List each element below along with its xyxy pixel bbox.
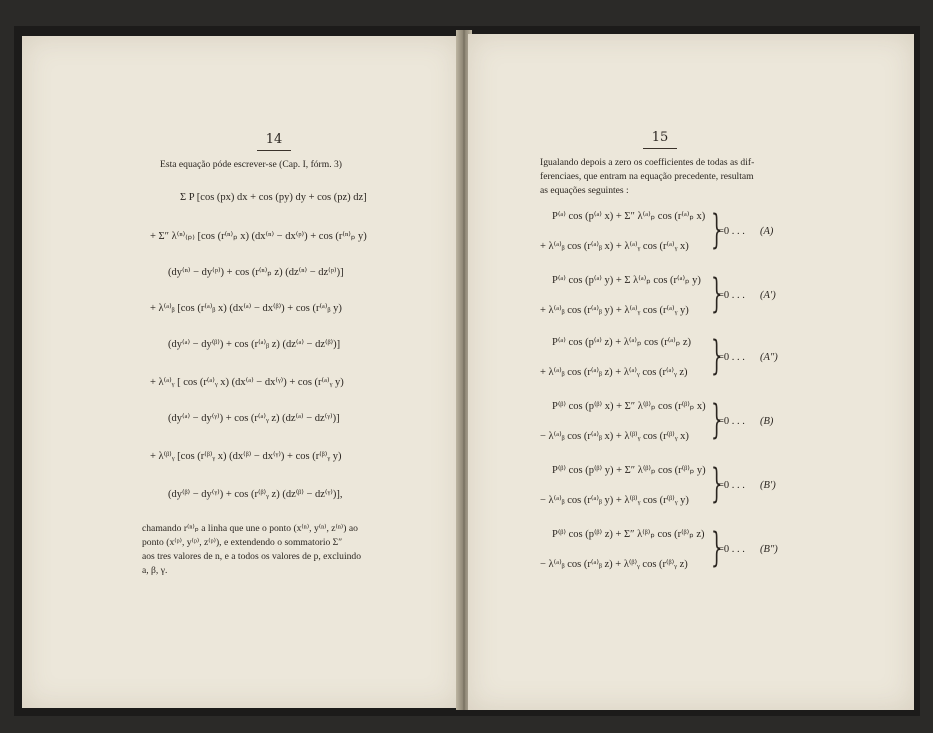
equation-label: (A) [760,226,774,237]
equation-result: =0 . . . [718,544,745,555]
equation-line: Σ P [cos (px) dx + cos (py) dy + cos (pz) dz] [180,192,367,203]
equation-label: (B″) [760,544,778,555]
closing-line: a, β, γ. [142,565,168,576]
equation-line: P⁽ᵝ⁾ cos (p⁽ᵝ⁾ x) + Σ″ λ⁽ᵝ⁾ₚ cos (r⁽ᵝ⁾ₚ x) [552,401,706,412]
brace: } [710,207,723,253]
closing-line: aos tres valores de n, e a todos os valores de p, excluindo [142,551,361,562]
equation-result: =0 . . . [718,226,745,237]
equation-line: + λ⁽ᵃ⁾ᵦ cos (r⁽ᵃ⁾ᵦ x) + λ⁽ᵃ⁾ᵧ cos (r⁽ᵃ⁾ᵧ x) [540,241,689,252]
equation-result: =0 . . . [718,352,745,363]
equation-result: =0 . . . [718,416,745,427]
equation-result: =0 . . . [718,480,745,491]
left-page [22,36,460,708]
intro-line: ferenciaes, que entram na equação precedente, resultam [540,171,754,182]
brace: } [710,525,723,571]
equation-line: P⁽ᵃ⁾ cos (p⁽ᵃ⁾ y) + Σ λ⁽ᵃ⁾ₚ cos (r⁽ᵃ⁾ₚ y) [552,275,701,286]
equation-line: (dy⁽ᵃ⁾ − dy⁽ᵝ⁾) + cos (r⁽ᵃ⁾ᵦ z) (dz⁽ᵃ⁾ − dz⁽ᵝ⁾)] [168,339,341,350]
intro-text [540,156,854,198]
equation-line: (dy⁽ᵝ⁾ − dy⁽ᵞ⁾) + cos (r⁽ᵝ⁾ᵧ z) (dz⁽ᵝ⁾ − dz⁽ᵞ⁾)], [168,489,343,500]
right-page [468,34,914,710]
equation-line: − λ⁽ᵃ⁾ᵦ cos (r⁽ᵃ⁾ᵦ y) + λ⁽ᵝ⁾ᵧ cos (r⁽ᵝ⁾ᵧ y) [540,495,689,506]
page-number: 15 [640,130,680,149]
closing-line: ponto (x⁽ᵖ⁾, y⁽ᵖ⁾, z⁽ᵖ⁾), e extendendo o sommatorio Σ″ [142,537,343,548]
brace: } [710,271,723,317]
equation-line: + λ⁽ᵃ⁾ᵧ [ cos (r⁽ᵃ⁾ᵧ x) (dx⁽ᵃ⁾ − dx⁽ᵞ⁾) + cos (r⁽ᵃ⁾ᵧ y) [150,377,344,388]
equation-line: − λ⁽ᵃ⁾ᵦ cos (r⁽ᵃ⁾ᵦ z) + λ⁽ᵝ⁾ᵧ cos (r⁽ᵝ⁾ᵧ z) [540,559,688,570]
equation-line: P⁽ᵝ⁾ cos (p⁽ᵝ⁾ y) + Σ″ λ⁽ᵝ⁾ₚ cos (r⁽ᵝ⁾ₚ y) [552,465,706,476]
equation-line: + Σ″ λ⁽ⁿ⁾₍ₚ₎ [cos (r⁽ⁿ⁾ₚ x) (dx⁽ⁿ⁾ − dx⁽ᵖ⁾) + cos (r⁽ⁿ⁾ₚ y) [150,231,367,242]
equation-label: (B) [760,416,774,427]
equation-line: + λ⁽ᵃ⁾ᵦ cos (r⁽ᵃ⁾ᵦ y) + λ⁽ᵃ⁾ᵧ cos (r⁽ᵃ⁾ᵧ y) [540,305,689,316]
closing-text [142,522,404,578]
intro-text: Esta equação póde escrever-se (Cap. I, fórm. 3) [160,159,343,170]
equation-line: − λ⁽ᵃ⁾ᵦ cos (r⁽ᵃ⁾ᵦ x) + λ⁽ᵝ⁾ᵧ cos (r⁽ᵝ⁾ᵧ x) [540,431,689,442]
brace: } [710,397,723,443]
equation-line: P⁽ᵝ⁾ cos (p⁽ᵝ⁾ z) + Σ″ λ⁽ᵝ⁾ₚ cos (r⁽ᵝ⁾ₚ z) [552,529,705,540]
equation-label: (B′) [760,480,776,491]
equation-line: (dy⁽ᵃ⁾ − dy⁽ᵞ⁾) + cos (r⁽ᵃ⁾ᵧ z) (dz⁽ᵃ⁾ − dz⁽ᵞ⁾)] [168,413,340,424]
equation-line: (dy⁽ⁿ⁾ − dy⁽ᵖ⁾) + cos (r⁽ⁿ⁾ₚ z) (dz⁽ⁿ⁾ − dz⁽ᵖ⁾)] [168,267,344,278]
equation-line: + λ⁽ᵃ⁾ᵦ cos (r⁽ᵃ⁾ᵦ z) + λ⁽ᵃ⁾ᵧ cos (r⁽ᵃ⁾ᵧ z) [540,367,688,378]
intro-line: as equações seguintes : [540,185,629,196]
equation-label: (A″) [760,352,778,363]
equation-result: =0 . . . [718,290,745,301]
equation-line: P⁽ᵃ⁾ cos (p⁽ᵃ⁾ z) + λ⁽ᵃ⁾ₚ cos (r⁽ᵃ⁾ₚ z) [552,337,692,348]
equation-line: P⁽ᵃ⁾ cos (p⁽ᵃ⁾ x) + Σ″ λ⁽ᵃ⁾ₚ cos (r⁽ᵃ⁾ₚ x) [552,211,706,222]
equation-label: (A′) [760,290,776,301]
closing-line: chamando r⁽ⁿ⁾ₚ a linha que une o ponto (x⁽ⁿ⁾, y⁽ⁿ⁾, z⁽ⁿ⁾) ao [142,523,358,534]
brace: } [710,333,723,379]
page-number: 14 [254,132,294,151]
intro-line: Igualando depois a zero os coefficientes de todas as dif- [540,157,755,168]
equation-line: + λ⁽ᵝ⁾ᵧ [cos (r⁽ᵝ⁾ᵧ x) (dx⁽ᵝ⁾ − dx⁽ᵞ⁾) + cos (r⁽ᵝ⁾ᵧ y) [150,451,342,462]
equation-line: + λ⁽ᵃ⁾ᵦ [cos (r⁽ᵃ⁾ᵦ x) (dx⁽ᵃ⁾ − dx⁽ᵝ⁾) + cos (r⁽ᵃ⁾ᵦ y) [150,303,342,314]
brace: } [710,461,723,507]
